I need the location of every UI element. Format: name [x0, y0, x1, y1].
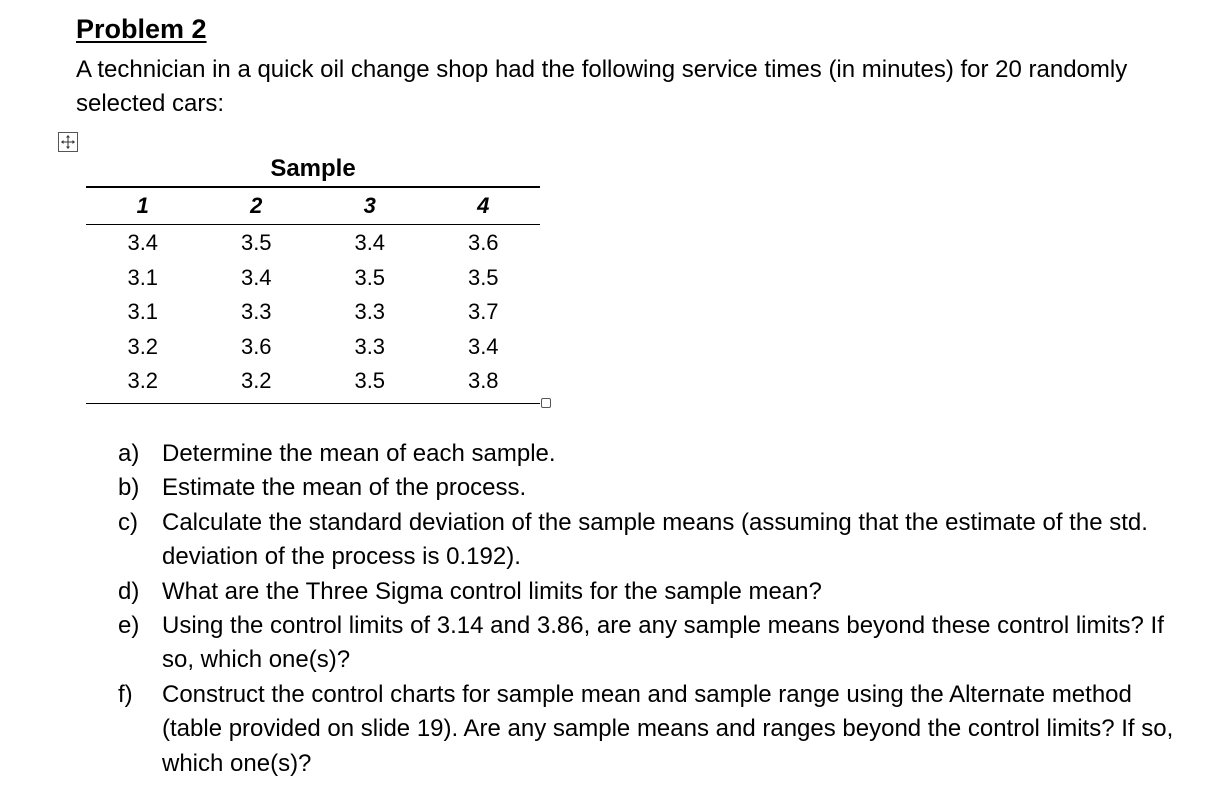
problem-title: Problem 2	[76, 14, 207, 44]
list-marker: f)	[118, 680, 133, 708]
list-marker: c)	[118, 508, 138, 536]
column-header: 2	[250, 192, 263, 218]
question-text: Estimate the mean of the process.	[162, 474, 527, 502]
table-cell: 3.7	[467, 299, 499, 325]
table-cell: 3.6	[240, 333, 272, 359]
column-header: 1	[136, 192, 149, 218]
table-cell: 3.3	[354, 333, 386, 359]
table-row	[86, 295, 540, 330]
table-cell: 3.5	[354, 368, 386, 394]
list-item	[118, 575, 1178, 609]
question-text: Determine the mean of each sample.	[162, 440, 556, 467]
column-header: 4	[477, 192, 490, 218]
column-header: 3	[363, 192, 376, 218]
table-cell: 3.3	[354, 299, 386, 325]
table-body	[86, 225, 540, 403]
table-row	[86, 364, 540, 399]
table-cell: 3.5	[467, 264, 499, 290]
list-item	[118, 506, 1178, 575]
list-item	[118, 437, 1178, 471]
question-list	[118, 437, 1178, 781]
data-table	[86, 152, 540, 404]
table-cell: 3.5	[240, 230, 272, 255]
table-cell: 3.6	[467, 230, 499, 255]
question-text: Using the control limits of 3.14 and 3.86, are any sample means beyond these control limits? If so, which one(s)?	[162, 612, 1164, 674]
table-cell: 3.1	[127, 299, 159, 325]
list-item	[118, 678, 1178, 781]
table-cell: 3.2	[240, 368, 272, 394]
table-cell: 3.4	[240, 264, 272, 290]
table-cell: 3.2	[127, 368, 159, 394]
question-text: What are the Three Sigma control limits for the sample mean?	[162, 577, 822, 605]
question-text: Calculate the standard deviation of the sample means (assuming that the estimate of the std. deviation of the process is 0.192).	[162, 508, 1148, 571]
list-marker: d)	[118, 577, 140, 605]
question-text: Construct the control charts for sample mean and sample range using the Alternate method (table provided on slide 19). Are any sample means and ranges beyond the control limits? If so, which one(s)?	[162, 680, 1174, 777]
table-cell: 3.2	[127, 333, 159, 359]
table-caption: Sample	[270, 155, 356, 182]
list-marker: e)	[118, 612, 140, 640]
table-cell: 3.4	[467, 333, 499, 359]
table-header-row	[86, 188, 540, 224]
list-marker: b)	[118, 474, 140, 502]
table-cell: 3.4	[127, 230, 159, 255]
table-row	[86, 330, 540, 365]
table-cell: 3.4	[354, 230, 386, 255]
table-resize-handle[interactable]	[541, 398, 551, 408]
list-marker: a)	[118, 440, 140, 467]
table-cell: 3.1	[127, 264, 159, 290]
table-row	[86, 261, 540, 296]
list-item	[118, 471, 1178, 505]
table-bottom-rule	[86, 403, 540, 405]
table-cell: 3.8	[467, 368, 499, 394]
table-row	[86, 226, 540, 261]
table-cell: 3.5	[354, 264, 386, 290]
list-item	[118, 609, 1178, 678]
table-move-handle-icon[interactable]	[58, 132, 78, 152]
problem-intro: A technician in a quick oil change shop had the following service times (in minutes) for 20 randomly selected cars:	[76, 56, 1128, 117]
table-cell: 3.3	[240, 299, 272, 325]
